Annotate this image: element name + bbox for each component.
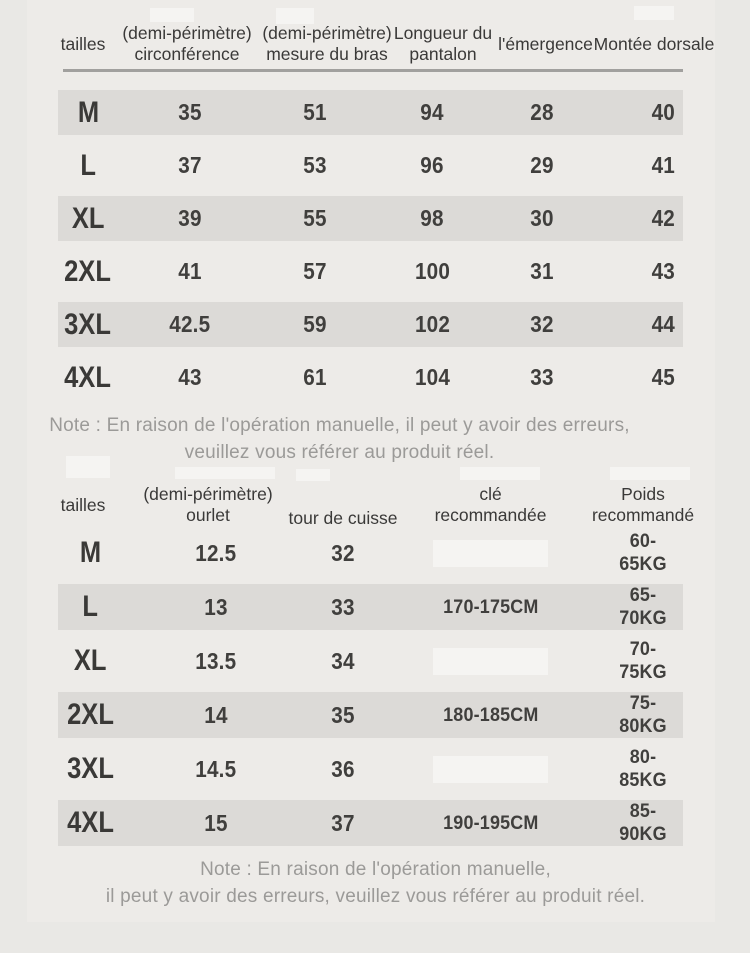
size-cell (58, 361, 118, 395)
value-cell (368, 152, 496, 179)
value-text: 100 (414, 258, 450, 284)
size-label: L (82, 590, 99, 623)
value-text: 42.5 (169, 311, 211, 337)
value-cell (368, 205, 496, 232)
weight-cell (603, 638, 683, 684)
value-text: 53 (303, 152, 327, 178)
value-text: 12.5 (194, 539, 237, 566)
weight-cell (603, 746, 683, 792)
size-label: 4XL (64, 360, 112, 394)
size-label: 4XL (67, 806, 114, 839)
value-text: 31 (530, 258, 554, 284)
table1-header-row (58, 16, 715, 72)
value-cell (123, 702, 308, 729)
value-text: 14 (203, 701, 228, 728)
size-cell (58, 308, 118, 342)
size-cell (58, 806, 123, 840)
value-text: 98 (420, 205, 444, 231)
value-text: 65-70KG (619, 584, 667, 629)
table-row-l (58, 580, 683, 634)
value-cell (262, 258, 368, 285)
table-row-2xl (58, 688, 683, 742)
value-text: 13.5 (194, 647, 237, 674)
covered-text-patch (433, 648, 548, 675)
value-text: 180-185CM (442, 703, 539, 726)
table-row-4xl (58, 351, 683, 404)
header-line: tailles (60, 494, 106, 515)
header-line: (demi-périmètre) (262, 23, 392, 43)
value-cell (588, 152, 683, 179)
size-label: XL (71, 201, 105, 235)
value-text: 28 (530, 99, 554, 125)
column-header-arm-measure (262, 16, 392, 72)
value-cell (262, 364, 368, 391)
value-text: 41 (178, 258, 202, 284)
value-cell (368, 364, 496, 391)
value-cell (123, 756, 308, 783)
value-text: 37 (178, 152, 202, 178)
size-label: M (79, 536, 102, 569)
chart-panel (27, 0, 715, 922)
column-header-sizes (58, 478, 108, 532)
value-text: 104 (414, 364, 450, 390)
value-cell (496, 152, 588, 179)
table-row-3xl (58, 742, 683, 796)
value-cell (588, 99, 683, 126)
height-cell (378, 596, 603, 619)
value-text: 57 (303, 258, 327, 284)
note-line: Note : En raison de l'opération manuelle, (200, 859, 551, 880)
value-cell (368, 99, 496, 126)
size-cell (58, 149, 118, 183)
header-line: tour de cuisse (288, 508, 398, 528)
header-line: pantalon (409, 44, 477, 64)
value-text: 33 (530, 364, 554, 390)
header-line: circonférence (134, 44, 240, 64)
size-label: M (77, 95, 99, 129)
value-text: 35 (331, 701, 355, 728)
size-cell (58, 96, 118, 130)
weight-cell (603, 692, 683, 738)
header-line: recommandé (591, 505, 695, 525)
height-cell (378, 756, 603, 783)
value-cell (588, 311, 683, 338)
table-row-m (58, 526, 683, 580)
value-cell (123, 810, 308, 837)
value-text: 70-75KG (619, 638, 667, 683)
value-text: 40 (651, 99, 675, 125)
note-table2 (47, 856, 704, 910)
value-text: 75-80KG (619, 692, 667, 737)
value-text: 102 (414, 311, 450, 337)
value-cell (118, 205, 262, 232)
value-cell (262, 99, 368, 126)
value-text: 36 (331, 755, 355, 782)
value-cell (123, 648, 308, 675)
value-text: 80-85KG (619, 746, 667, 791)
header-line: ourlet (186, 505, 230, 525)
header-line: (demi-périmètre) (143, 484, 273, 504)
value-cell (308, 810, 378, 837)
column-header-back-rise (593, 16, 715, 72)
header-line: Longueur du (393, 23, 493, 43)
value-text: 43 (178, 364, 202, 390)
height-cell (378, 648, 603, 675)
size-cell (58, 590, 123, 624)
value-cell (496, 205, 588, 232)
value-text: 30 (530, 205, 554, 231)
value-text: 13 (203, 593, 228, 620)
table-row-2xl (58, 245, 683, 298)
note-line: Note : En raison de l'opération manuelle, il peut y avoir des erreurs, (49, 415, 630, 436)
column-header-pant-length (388, 16, 498, 72)
value-text: 32 (530, 311, 554, 337)
size-cell (58, 698, 123, 732)
value-text: 32 (331, 539, 355, 566)
value-cell (123, 594, 308, 621)
weight-cell (603, 800, 683, 846)
value-text: 44 (651, 311, 675, 337)
size-cell (58, 644, 123, 678)
column-header-hem (108, 478, 308, 532)
value-cell (588, 258, 683, 285)
table-row-l (58, 139, 683, 192)
table-row-m (58, 86, 683, 139)
header-line: Poids (621, 484, 665, 504)
value-text: 41 (651, 152, 675, 178)
weight-cell (603, 584, 683, 630)
column-header-emergence (498, 16, 593, 72)
table-row-xl (58, 192, 683, 245)
value-text: 34 (331, 647, 355, 674)
note-table1 (27, 412, 652, 466)
column-header-thigh (288, 478, 398, 532)
size-label: 2XL (64, 254, 112, 288)
value-text: 14.5 (194, 755, 237, 782)
height-cell (378, 812, 603, 835)
size-label: L (80, 148, 96, 182)
value-cell (496, 99, 588, 126)
value-cell (496, 364, 588, 391)
table1-body (58, 86, 683, 404)
value-text: 59 (303, 311, 327, 337)
header-line: Montée dorsale (593, 33, 715, 54)
value-cell (368, 311, 496, 338)
value-text: 94 (420, 99, 444, 125)
header-line: clé (479, 484, 502, 504)
value-cell (262, 311, 368, 338)
table-row-4xl (58, 796, 683, 850)
value-text: 42 (651, 205, 675, 231)
table2-header-row (58, 478, 695, 532)
size-label: 3XL (67, 752, 114, 785)
size-cell (58, 202, 118, 236)
table2-body (58, 526, 683, 850)
value-text: 45 (651, 364, 675, 390)
value-text: 15 (203, 809, 228, 836)
header-line: recommandée (434, 505, 547, 525)
column-header-circumference (108, 16, 266, 72)
value-text: 61 (303, 364, 327, 390)
weight-cell (603, 530, 683, 576)
note-line: il peut y avoir des erreurs, veuillez vous référer au produit réel. (105, 886, 646, 907)
size-cell (58, 536, 123, 570)
value-cell (262, 205, 368, 232)
value-cell (118, 258, 262, 285)
column-header-sizes (58, 16, 108, 72)
size-label: 2XL (67, 698, 114, 731)
size-label: XL (74, 644, 107, 677)
value-cell (588, 364, 683, 391)
note-line: veuillez vous référer au produit réel. (184, 442, 495, 463)
value-text: 55 (303, 205, 327, 231)
column-header-recommended-height (378, 478, 603, 532)
value-cell (118, 99, 262, 126)
value-cell (308, 540, 378, 567)
height-cell (378, 704, 603, 727)
value-cell (588, 205, 683, 232)
size-cell (58, 752, 123, 786)
covered-text-patch (433, 540, 548, 567)
header-line: mesure du bras (266, 44, 388, 64)
value-cell (118, 152, 262, 179)
header-line: l'émergence (498, 33, 593, 54)
value-text: 43 (651, 258, 675, 284)
header-separator-line (63, 69, 683, 72)
value-cell (496, 258, 588, 285)
height-cell (378, 540, 603, 567)
size-label: 3XL (64, 307, 112, 341)
value-text: 33 (331, 593, 355, 620)
covered-text-patch (433, 756, 548, 783)
column-header-recommended-weight (591, 478, 695, 532)
value-cell (308, 702, 378, 729)
value-text: 96 (420, 152, 444, 178)
value-cell (123, 540, 308, 567)
value-cell (118, 364, 262, 391)
value-cell (308, 756, 378, 783)
table-row-3xl (58, 298, 683, 351)
header-line: (demi-périmètre) (122, 23, 252, 43)
value-cell (118, 311, 262, 338)
value-cell (308, 594, 378, 621)
value-text: 39 (178, 205, 202, 231)
value-text: 85-90KG (619, 800, 667, 845)
header-line: tailles (60, 33, 106, 54)
value-text: 29 (530, 152, 554, 178)
value-cell (496, 311, 588, 338)
value-text: 60-65KG (619, 530, 667, 575)
size-cell (58, 255, 118, 289)
value-text: 190-195CM (442, 811, 539, 834)
value-text: 35 (178, 99, 202, 125)
value-text: 37 (331, 809, 355, 836)
value-text: 170-175CM (442, 595, 539, 618)
value-text: 51 (303, 99, 327, 125)
table-row-xl (58, 634, 683, 688)
value-cell (308, 648, 378, 675)
value-cell (368, 258, 496, 285)
value-cell (262, 152, 368, 179)
